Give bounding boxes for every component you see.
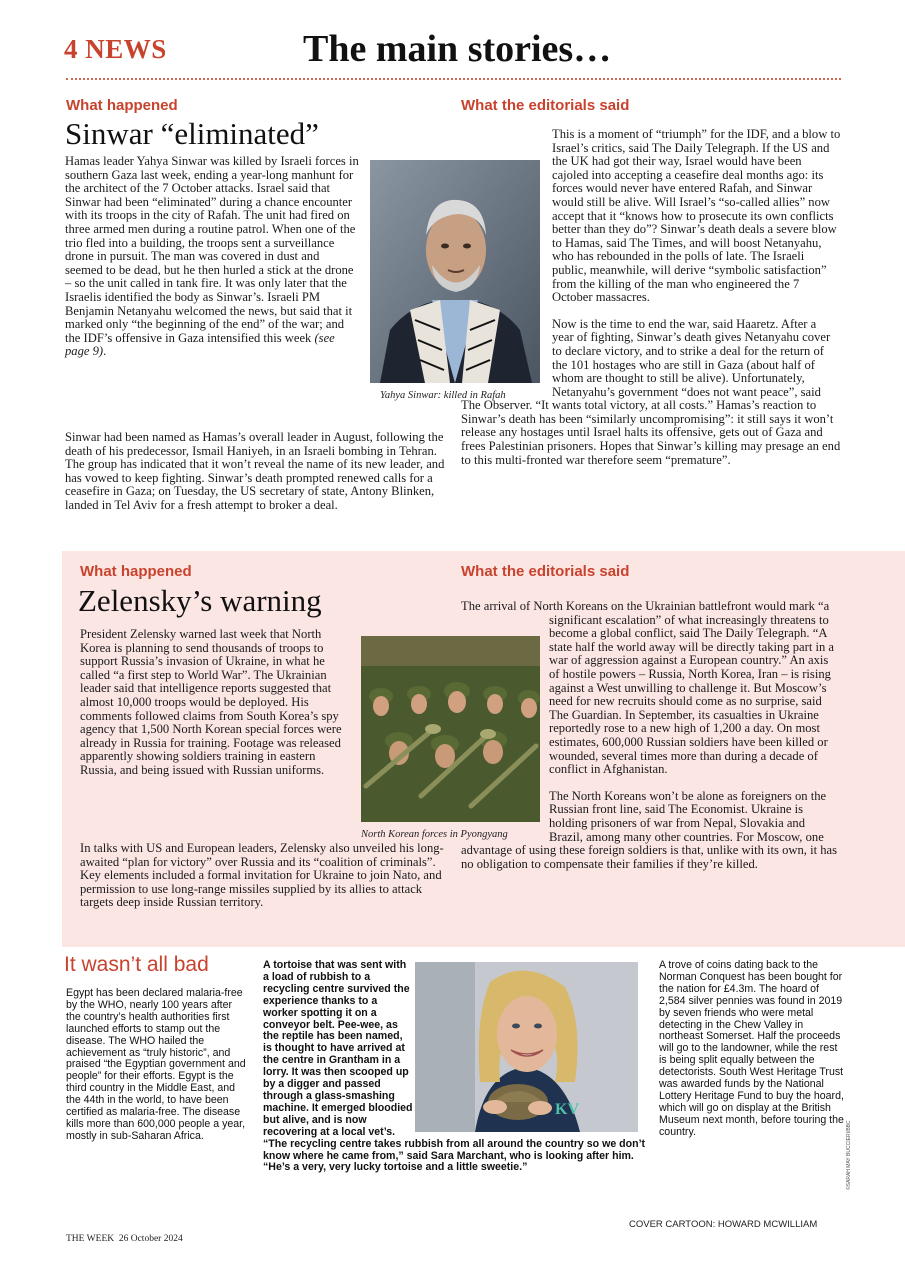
north-korean-photo-caption: North Korean forces in Pyongyang [361,829,508,840]
sinwar-body-paragraph-1 [65,155,359,359]
sinwar-body-text: Hamas leader Yahya Sinwar was killed by Israeli forces in southern Gaza last week, ending a year-long manhunt for the architect of the 7 October attacks. Israel said that Sinwar had been “eliminated” during a chance encounter with its troops in the city of Rafah. The unit had fired on three armed men during a routine patrol. When one of the trio fled into a building, the troops sent a surveillance drone in pursuit. The man was covered in dust and seemed to be dead, but he then hurled a stick at the drone – so the unit called in tank fire. It was only later that the Israelis identified the body as Sinwar’s. Israeli PM Benjamin Netanyahu welcomed the news, but said that it marked only “the beginning of the end” of the war; and the IDF’s offensive in Gaza intensified this week [65,154,359,345]
sinwar-kicker-what-happened: What happened [66,97,178,114]
zelensky-kicker-what-happened: What happened [80,563,192,580]
photo-credit: ©SARAH MAY BUCCIERI/BBC [846,1120,852,1190]
sinwar-editorial [461,128,841,538]
sinwar-kicker-editorials: What the editorials said [461,97,630,114]
sinwar-body-end: . [103,344,107,359]
sinwar-photo-caption: Yahya Sinwar: killed in Rafah [380,390,506,401]
publication-footer: THE WEEK 26 October 2024 [66,1234,183,1244]
good-news-coins-story: A trove of coins dating back to the Norman Conquest has been bought for the nation for £4.3m. The hoard of 2,584 silver pennies was found in 2019 by seven friends who were metal detecting in the Chew Valley in northeast Somerset. Half the proceeds will go to the landowner, while the rest is being split equally between the detectorists. South West Heritage Trust was awarded funds by the National Lottery Heritage Fund to buy the hoard, which will go on display at the British Museum next month, before touring the country. [659,959,844,1138]
sinwar-page-reference: (see page 9) [65,330,335,359]
zelensky-headline: Zelensky’s warning [78,583,322,618]
zelensky-editorial [461,600,837,871]
zelensky-body-paragraph-2: In talks with US and European leaders, Zelensky also unveiled his long-awaited “plan for victory” over Russia and its “coalition of criminals”. Key elements included a formal invitation for Ukraine to join Nato, and permission to use long-range missiles supplied by its allies to attack targets deep inside Russian territory. [80,841,444,910]
good-news-egypt-story: Egypt has been declared malaria-free by the WHO, nearly 100 years after the country’s health authorities first launched efforts to stamp out the disease. The WHO hailed the achievement as “truly historic”, and praised “the Egyptian government and people” for their efforts. Egypt is the third country in the Middle East, and the 44th in the world, to have been certified as malaria-free. The disease kills more than 600,000 people a year, mostly in sub-Saharan Africa. [66,987,246,1142]
woman-holding-tortoise-image [415,962,638,1132]
tortoise-story-text: A tortoise that was sent with a load of rubbish to a recycling centre survived the experience thanks to a worker spotting it on a conveyor belt. Pee-wee, as the reptile has been named, is thought to have arrived at the centre in Grantham in a lorry. It was then scooped up by a digger and passed through a glass-smashing machine. It emerged bloodied but alive, and is now recovering at a local vet’s. “The recycling centre takes rubbish from all around the country so we don’t know where he came from,” said Sara Marchant, who is looking after him. “He’s a very, very lucky tortoise and a little sweetie.” [263,959,646,1174]
page-title: The main stories… [303,28,612,70]
fleece-logo: KV [555,1101,579,1118]
tortoise-photo [415,962,638,1132]
zelensky-editorial-paragraph-2: The North Koreans won’t be alone as foreigners on the Russian front line, said The Economist. Ukraine is holding prisoners of war from Nepal, Slovakia and Brazil, among many other countries. For Moscow, one advantage of using these foreign soldiers is that, unlike with its own, it has no obligation to compensate their families if they’re killed. [461,788,837,871]
zel-editorial-wrap-spacer [461,627,549,837]
header-divider [66,78,841,80]
zelensky-editorial-paragraph-1: The arrival of North Koreans on the Ukrainian battlefront would mark “a significant escalation” of what increasingly threatens to become a global conflict, said The Daily Telegraph. “A state half the world away will be directly taking part in a war of aggression against a European country.” An axis of hostile powers – Russia, North Korea, Iran – is rising against a West unwilling to challenge it. But Moscow’s need for new recruits should come as no surprise, said The Guardian. In September, its casualties in Ukraine reportedly rose to a new high of 1,200 a day. On most estimates, 600,000 Russian soldiers have been killed or wounded, several times more than during a decade of conflict in Afghanistan. [461,599,835,777]
good-news-heading: It wasn’t all bad [64,953,209,976]
header [0,0,905,90]
sinwar-editorial-paragraph-2: Now is the time to end the war, said Haaretz. After a year of fighting, Sinwar’s death gives Netanyahu cover to declare victory, and to strike a deal for the return of the 101 hostages who are still in Gaza (about half of whom are thought to still be alive). Unfortunately, Netanyahu’s government “does not want peace”, said The Observer. “It wants total victory, at all costs.” Hamas’s reaction to Sinwar’s death has been “similarly uncompromising”: it still says it won’t release any hostages until Israel halts its offensive, gets out of Gaza and frees Palestinian prisoners. Hopes that Sinwar’s killing may presage an end to this multi-fronted war therefore seem “premature”. [461,316,841,467]
zelensky-body-paragraph-1: President Zelensky warned last week that North Korea is planning to send thousands of troops to support Russia’s invasion of Ukraine, in what he called “a first step to World War”. The Ukrainian leader said that intelligence reports suggested that almost 10,000 troops would be deployed. His comments followed claims from South Korea’s spy agency that 1,500 North Korean special forces were already in Russia for training. Footage was released apparently showing soldiers training in eastern Russia, and being issued with Russian uniforms. [80,627,342,777]
editorial-wrap-spacer [461,128,552,386]
section-number: 4 NEWS [64,34,167,64]
cover-cartoon-credit: COVER CARTOON: HOWARD MCWILLIAM [629,1219,818,1230]
sinwar-body-paragraph-2: Sinwar had been named as Hamas’s overall leader in August, following the death of his predecessor, Ismail Haniyeh, in an Israeli bombing in Tehran. The group has indicated that it won’t reveal the name of its new leader, and has vowed to keep fighting. Sinwar’s death prompted renewed calls for a ceasefire in Gaza; on Tuesday, the US secretary of state, Antony Blinken, landed in Tel Aviv for a fresh attempt to broker a deal. [65,430,445,512]
sinwar-editorial-paragraph-1: This is a moment of “triumph” for the IDF, and a blow to Israel’s critics, said The Daily Telegraph. If the US and the UK had got their way, Israel would have been cajoled into accepting a ceasefire deal months ago: its forces would never have entered Rafah, and Sinwar would still be alive. Will Israel’s “so-called allies” now accept that it “knows how to prosecute its own conflicts better than they do”? Sinwar’s death deals a severe blow to Hamas, said The Times, and will boost Netanyahu, who has rebounded in the polls of late. The Israeli public, meanwhile, will derive “symbolic satisfaction” from the killing of the man who engineered the 7 October massacres. [552,127,841,305]
sinwar-headline: Sinwar “eliminated” [65,116,319,151]
zelensky-kicker-editorials: What the editorials said [461,563,630,580]
